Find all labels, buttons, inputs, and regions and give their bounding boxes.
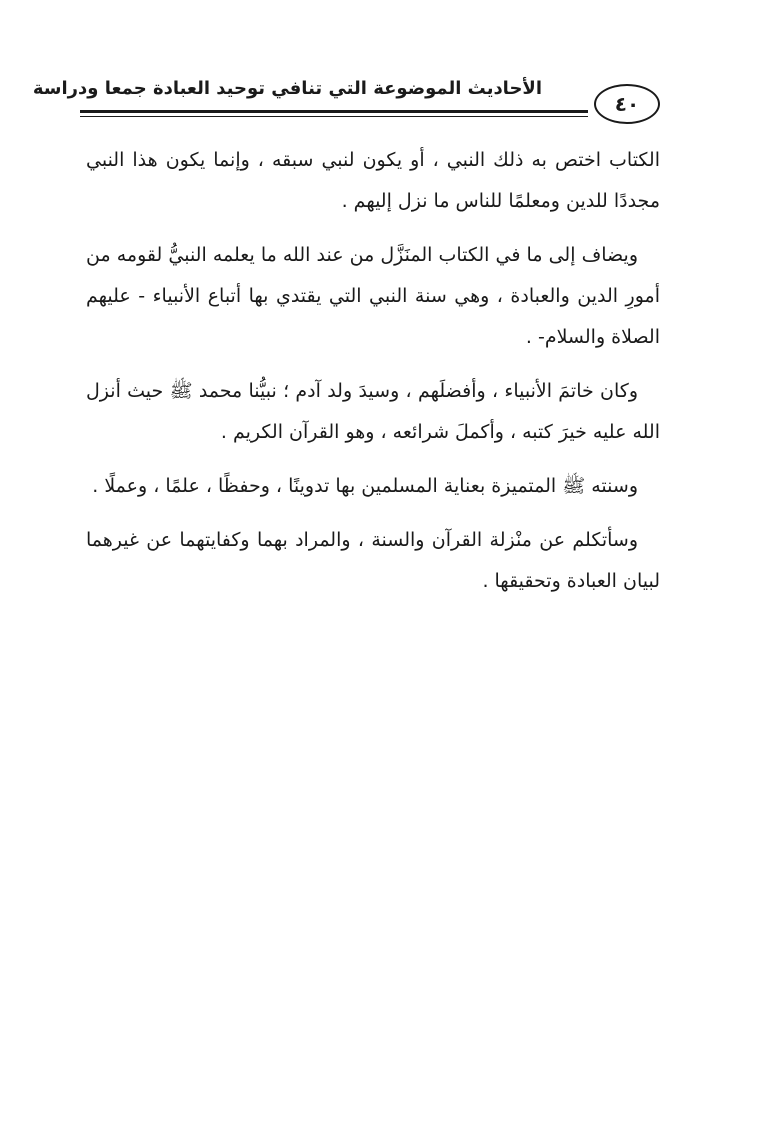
page-number-badge xyxy=(594,84,660,124)
paragraph: وكان خاتمَ الأنبياء ، وأفضلَهم ، وسيدَ ولد آدم ؛ نبيُّنا محمد ﷺ حيث أنزل الله عليه خيرَ كتبه ، وأكملَ شرائعه ، وهو القرآن الكريم . xyxy=(86,380,660,443)
page-header xyxy=(32,70,660,122)
header-rule-thick xyxy=(80,110,588,113)
paragraph: وسنته ﷺ المتميزة بعناية المسلمين بها تدوينًا ، وحفظًا ، علمًا ، وعملًا . xyxy=(92,475,638,497)
running-title: الأحاديث الموضوعة التي تنافي توحيد العبادة جمعا ودراسة xyxy=(32,78,542,99)
page-number: ٤٠ xyxy=(614,92,640,116)
body-text xyxy=(86,140,660,615)
paragraph: ويضاف إلى ما في الكتاب المنَزَّل من عند الله ما يعلمه النبيُّ لقومه من أمورِ الدين والعبادة ، وهي سنة النبي التي يقتدي بها أتباع الأنبياء - عليهم الصلاة والسلام- . xyxy=(86,244,660,348)
paragraph: وسأتكلم عن منْزلة القرآن والسنة ، والمراد بهما وكفايتهما عن غيرهما لبيان العبادة وتحقيقها . xyxy=(86,529,660,592)
paragraph: الكتاب اختص به ذلك النبي ، أو يكون لنبي سبقه ، وإنما يكون هذا النبي مجددًا للدين ومعلمًا للناس ما نزل إليهم . xyxy=(86,149,660,212)
header-rule-thin xyxy=(80,116,588,117)
